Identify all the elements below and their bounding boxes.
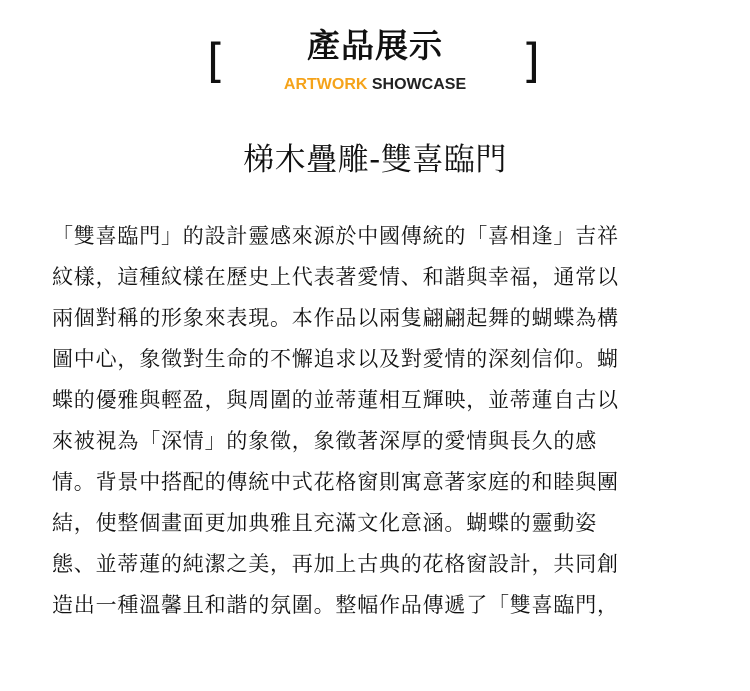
section-title: 產品展示 <box>307 26 443 65</box>
description-line: 情。背景中搭配的傳統中式花格窗則寓意著家庭的和睦與團 <box>52 470 619 494</box>
subtitle-rest: SHOWCASE <box>367 76 467 93</box>
description-line: 結，使整個畫面更加典雅且充滿文化意涵。蝴蝶的靈動姿 <box>52 511 597 535</box>
description-line: 圖中心，象徵對生命的不懈追求以及對愛情的深刻信仰。蝴 <box>52 347 619 371</box>
subtitle-accent: ARTWORK <box>283 76 368 93</box>
product-title: 梯木疊雕-雙喜臨門 <box>243 142 507 178</box>
description-line: 蝶的優雅與輕盈，與周圍的並蒂蓮相互輝映，並蒂蓮自古以 <box>52 388 619 412</box>
product-description <box>52 216 702 626</box>
description-line: 兩個對稱的形象來表現。本作品以兩隻翩翩起舞的蝴蝶為構 <box>52 306 619 330</box>
section-subtitle <box>0 74 750 96</box>
section-header <box>0 0 750 110</box>
description-line: 態、並蒂蓮的純潔之美，再加上古典的花格窗設計，共同創 <box>52 552 619 576</box>
description-line: 紋樣，這種紋樣在歷史上代表著愛情、和諧與幸福，通常以 <box>52 265 619 289</box>
description-line: 來被視為「深情」的象徵，象徵著深厚的愛情與長久的感 <box>52 429 597 453</box>
right-bracket: ] <box>522 34 540 88</box>
description-line: 「雙喜臨門」的設計靈感來源於中國傳統的「喜相逢」吉祥 <box>52 224 619 248</box>
left-bracket: [ <box>207 34 225 88</box>
description-line: 造出一種溫馨且和諧的氛圍。整幅作品傳遞了「雙喜臨門， <box>52 593 619 617</box>
